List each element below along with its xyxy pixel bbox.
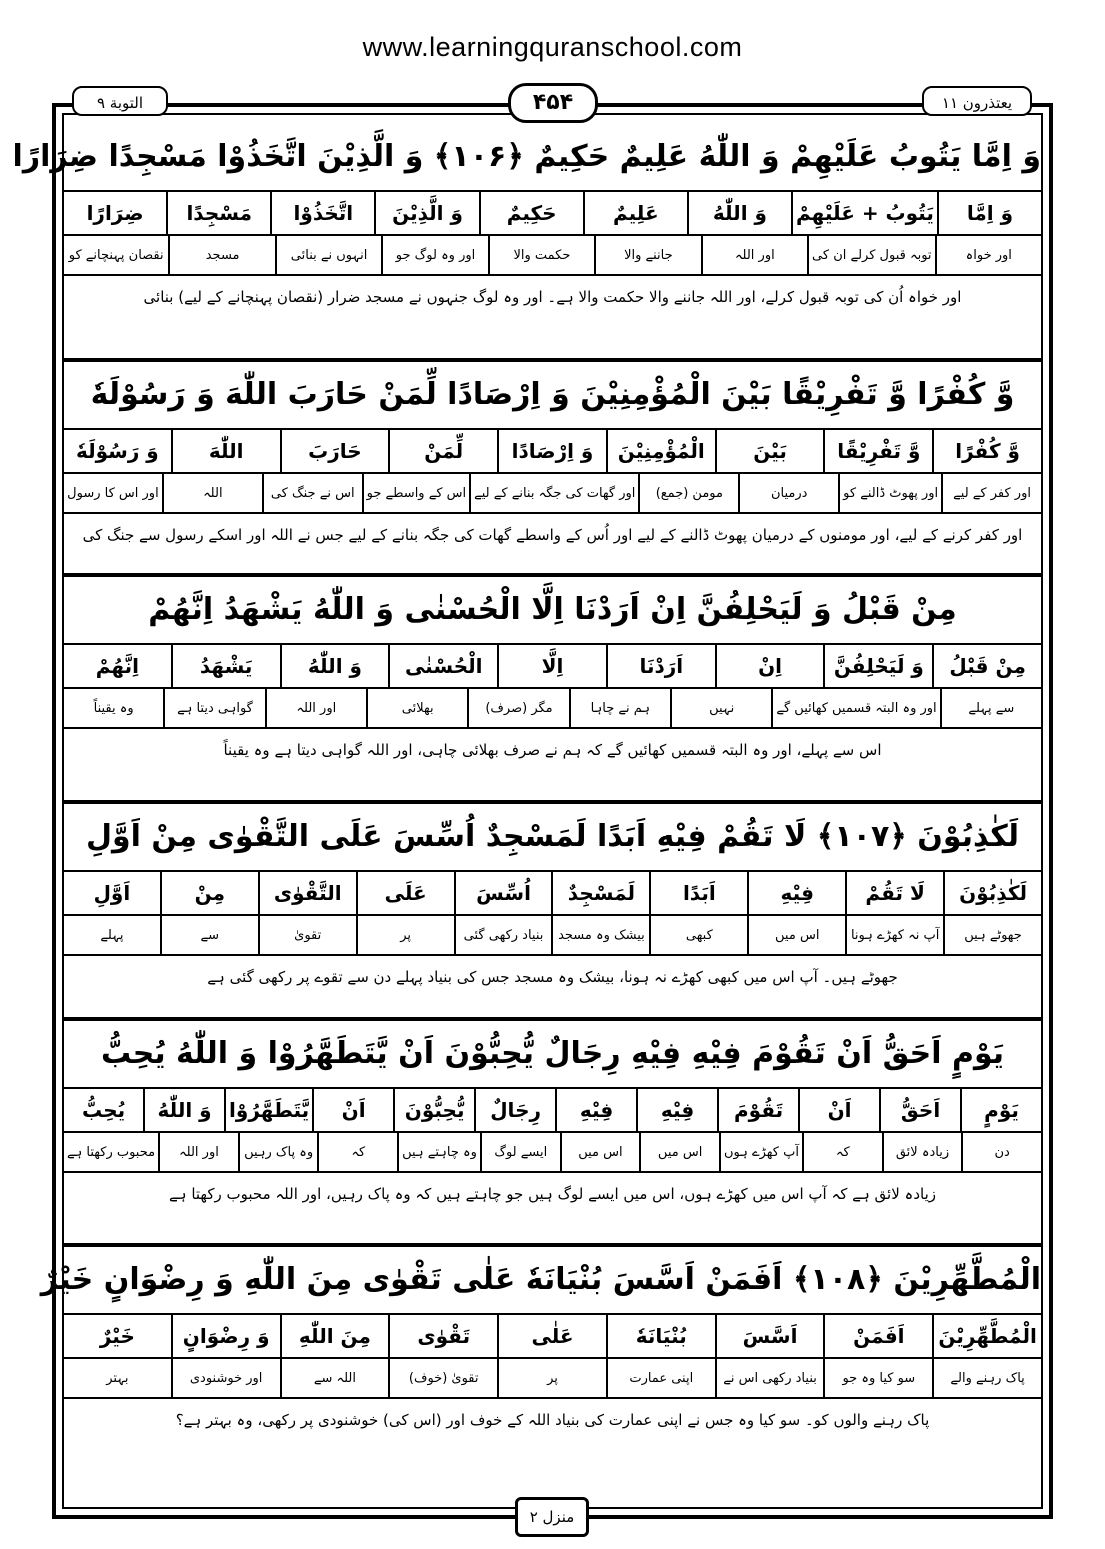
- urdu-meaning-cell: بنیاد رکھی گئی: [454, 916, 552, 954]
- meaning-row: [64, 1357, 1041, 1397]
- urdu-meaning-cell: بنیاد رکھی اس نے: [715, 1359, 824, 1397]
- urdu-meaning-cell: انہوں نے بنائی: [275, 236, 381, 274]
- urdu-meaning-cell: اس میں: [560, 1133, 640, 1171]
- arabic-word-cell: بَيْنَ: [715, 430, 824, 472]
- arabic-word-cell: لَمَسْجِدٌ: [551, 872, 649, 914]
- urdu-meaning-cell: ہم نے چاہا: [569, 689, 670, 727]
- arabic-word-cell: بُنْيَانَهٗ: [606, 1315, 715, 1357]
- arabic-word-cell: تَقُوْمَ: [717, 1089, 798, 1131]
- urdu-meaning-cell: اور اس کا رسول: [67, 485, 159, 501]
- site-url: www.learningquranschool.com: [362, 32, 743, 62]
- arabic-word-cell: وَ رِضْوَانٍ: [171, 1315, 280, 1357]
- arabic-word-cell: ضِرَارًا: [86, 201, 144, 225]
- urdu-meaning-cell: پر: [497, 1359, 606, 1397]
- arabic-word-cell: وَ اِمَّا: [937, 192, 1041, 234]
- verse-section: [64, 800, 1041, 998]
- urdu-meaning-cell: پاک رہنے والے: [932, 1359, 1041, 1397]
- urdu-meaning-cell: نقصان پہنچانے کو: [68, 247, 164, 263]
- urdu-meaning-cell: کہ: [317, 1133, 397, 1171]
- urdu-meaning-cell: پر: [356, 916, 454, 954]
- arabic-word-cell: مِنْ قَبْلُ: [932, 645, 1041, 687]
- arabic-word-cell: حَارَبَ: [280, 430, 389, 472]
- arabic-word-cell: الْمُؤْمِنِيْنَ: [606, 430, 715, 472]
- arabic-word-cell: وَ لَيَحْلِفُنَّ: [823, 645, 932, 687]
- word-row: [64, 428, 1041, 472]
- arabic-word-cell: يَّتَطَهَّرُوْا: [224, 1089, 312, 1131]
- arabic-word-cell: اَرَدْنَا: [606, 645, 715, 687]
- urdu-meaning-cell: آپ کھڑے ہوں: [719, 1133, 802, 1171]
- urdu-meaning-cell: وہ پاک رہیں: [238, 1133, 318, 1171]
- urdu-meaning-cell: ایسے لوگ: [480, 1133, 560, 1171]
- manzil-label: منزل ۲: [515, 1497, 589, 1537]
- arabic-word-cell: اَبَدًا: [649, 872, 747, 914]
- word-row: [64, 1087, 1041, 1131]
- urdu-translation-line: زیادہ لائق ہے کہ آپ اس میں کھڑے ہوں، اس میں ایسے لوگ ہیں جو چاہتے ہیں کہ وہ پاک رہیں، اور اللہ محبوب رکھتا ہے: [64, 1171, 1041, 1215]
- arabic-word-cell: اَسَّسَ: [715, 1315, 824, 1357]
- urdu-translation-line: جھوٹے ہیں۔ آپ اس میں کبھی کھڑے نہ ہونا، بیشک وہ مسجد جس کی بنیاد پہلے دن سے تقوے پر رکھی گئی ہے: [64, 954, 1041, 998]
- urdu-meaning-cell: اس میں: [747, 916, 845, 954]
- urdu-meaning-cell: سے: [160, 916, 258, 954]
- urdu-meaning-cell: اللہ: [162, 474, 262, 512]
- urdu-meaning-cell: اور وہ البتہ قسمیں کھائیں گے: [771, 689, 939, 727]
- urdu-meaning-cell: درمیان: [738, 474, 838, 512]
- arabic-word-cell: وَ الَّذِيْنَ: [374, 192, 478, 234]
- urdu-meaning-cell: اور خوشنودی: [171, 1359, 280, 1397]
- meaning-row: [64, 914, 1041, 954]
- meaning-row: [64, 472, 1041, 512]
- arabic-word-cell: عَلٰى: [497, 1315, 606, 1357]
- urdu-meaning-cell: اللہ سے: [280, 1359, 389, 1397]
- arabic-word-cell: وَ اِرْصَادًا: [497, 430, 606, 472]
- urdu-meaning-cell: جاننے والا: [594, 236, 700, 274]
- urdu-meaning-cell: زیادہ لائق: [882, 1133, 962, 1171]
- arabic-word-cell: الْحُسْنٰى: [388, 645, 497, 687]
- arabic-verse-line: وَ اِمَّا يَتُوبُ عَلَيْهِمْ وَ اللّٰهُ عَلِيمٌ حَكِيمٌ ﴿۱۰۶﴾ وَ الَّذِيْنَ اتَّخَذُوْا مَسْجِدًا ضِرَارًا: [12, 139, 1041, 174]
- verse-section: [40, 1243, 1041, 1441]
- arabic-word-cell: فِيْهِ: [555, 1089, 636, 1131]
- arabic-verse-line: مِنْ قَبْلُ وَ لَيَحْلِفُنَّ اِنْ اَرَدْنَا اِلَّا الْحُسْنٰى وَ اللّٰهُ يَشْهَدُ اِنَّهُمْ: [148, 592, 957, 627]
- arabic-word-cell: التَّقْوٰى: [258, 872, 356, 914]
- urdu-meaning-cell: اور اللہ: [701, 236, 807, 274]
- word-row: [64, 1313, 1041, 1357]
- arabic-word-cell: حَكِيمٌ: [479, 192, 583, 234]
- urdu-meaning-cell: اس میں: [639, 1133, 719, 1171]
- arabic-verse-line: يَوْمٍ اَحَقُّ اَنْ تَقُوْمَ فِيْهِ فِيْهِ رِجَالٌ يُّحِبُّوْنَ اَنْ يَّتَطَهَّرُوْا وَ اللّٰهُ يُحِبُّ: [100, 1036, 1005, 1071]
- arabic-word-cell: وَّ كُفْرًا: [932, 430, 1041, 472]
- arabic-word-cell: تَقْوٰى: [388, 1315, 497, 1357]
- meaning-row: [64, 1131, 1041, 1171]
- urdu-meaning-cell: پہلے: [100, 927, 124, 943]
- urdu-meaning-cell: بہتر: [106, 1370, 129, 1386]
- arabic-word-cell: اِنَّهُمْ: [95, 654, 139, 678]
- word-row: [64, 870, 1041, 914]
- urdu-meaning-cell: اور خواہ: [935, 236, 1041, 274]
- urdu-meaning-cell: اور وہ لوگ جو: [381, 236, 487, 274]
- urdu-meaning-cell: کبھی: [649, 916, 747, 954]
- urdu-meaning-cell: وہ چاہتے ہیں: [397, 1133, 480, 1171]
- arabic-word-cell: اُسِّسَ: [454, 872, 552, 914]
- word-row: [64, 190, 1041, 234]
- urdu-meaning-cell: جھوٹے ہیں: [943, 916, 1041, 954]
- arabic-word-cell: وَ اللّٰهُ: [143, 1089, 224, 1131]
- juz-label: یعتذرون ۱۱: [922, 86, 1032, 116]
- arabic-word-cell: يَشْهَدُ: [171, 645, 280, 687]
- arabic-word-cell: اِلَّا: [497, 645, 606, 687]
- verse-section: [12, 124, 1041, 318]
- urdu-meaning-cell: اور اللہ: [265, 689, 366, 727]
- urdu-meaning-cell: اور پھوٹ ڈالنے کو: [838, 474, 941, 512]
- arabic-word-cell: وَّ تَفْرِيْقًا: [823, 430, 932, 472]
- urdu-meaning-cell: وہ یقیناً: [93, 700, 134, 716]
- urdu-meaning-cell: تقویٰ: [258, 916, 356, 954]
- arabic-verse-line: وَّ كُفْرًا وَّ تَفْرِيْقًا بَيْنَ الْمُؤْمِنِيْنَ وَ اِرْصَادًا لِّمَنْ حَارَبَ اللّٰهَ وَ رَسُوْلَهٗ: [90, 377, 1015, 412]
- arabic-word-cell: يَوْمٍ: [960, 1089, 1041, 1131]
- arabic-word-cell: اَنْ: [798, 1089, 879, 1131]
- arabic-word-cell: وَ اللّٰهُ: [687, 192, 791, 234]
- urdu-meaning-cell: کہ: [802, 1133, 882, 1171]
- arabic-word-cell: لَكٰذِبُوْنَ: [943, 872, 1041, 914]
- urdu-meaning-cell: بیشک وہ مسجد: [551, 916, 649, 954]
- arabic-word-cell: لِّمَنْ: [388, 430, 497, 472]
- arabic-word-cell: اللّٰهَ: [171, 430, 280, 472]
- arabic-word-cell: لَا تَقُمْ: [845, 872, 943, 914]
- arabic-word-cell: مِنْ: [160, 872, 258, 914]
- arabic-word-cell: عَلَى: [356, 872, 454, 914]
- page-number: ۴۵۴: [508, 83, 598, 123]
- arabic-word-cell: وَ رَسُوْلَهٗ: [75, 439, 159, 463]
- urdu-meaning-cell: اور اللہ: [158, 1133, 238, 1171]
- arabic-word-cell: عَلِيمٌ: [583, 192, 687, 234]
- urdu-meaning-cell: سے پہلے: [940, 689, 1041, 727]
- verse-section: [64, 358, 1041, 556]
- urdu-meaning-cell: مومن (جمع): [638, 474, 738, 512]
- arabic-word-cell: اَحَقُّ: [879, 1089, 960, 1131]
- urdu-meaning-cell: مسجد: [168, 236, 274, 274]
- urdu-meaning-cell: دن: [961, 1133, 1041, 1171]
- arabic-word-cell: يُّحِبُّوْنَ: [393, 1089, 474, 1131]
- urdu-meaning-cell: گواہی دیتا ہے: [163, 689, 264, 727]
- arabic-verse-line: الْمُطَّهِّرِيْنَ ﴿۱۰۸﴾ اَفَمَنْ اَسَّسَ بُنْيَانَهٗ عَلٰى تَقْوٰى مِنَ اللّٰهِ وَ رِضْوَانٍ خَيْرٌ: [40, 1262, 1041, 1297]
- urdu-translation-line: اور کفر کرنے کے لیے، اور مومنوں کے درمیان پھوٹ ڈالنے کے لیے اور اُس کے واسطے گھات کی جگہ بنانے کے لیے جس نے اللہ اور اسکے رسول سے جنگ کی: [64, 512, 1041, 556]
- arabic-word-cell: يَتُوبُ + عَلَيْهِمْ: [791, 192, 937, 234]
- urdu-meaning-cell: اور کفر کے لیے: [941, 474, 1041, 512]
- urdu-meaning-cell: بھلائی: [366, 689, 467, 727]
- urdu-meaning-cell: اس نے جنگ کی: [262, 474, 362, 512]
- arabic-word-cell: فِيْهِ: [747, 872, 845, 914]
- arabic-word-cell: مَسْجِدًا: [166, 192, 270, 234]
- surah-label: التوبة ۹: [72, 86, 168, 116]
- verse-section: [64, 573, 1041, 771]
- arabic-word-cell: مِنَ اللّٰهِ: [280, 1315, 389, 1357]
- arabic-word-cell: فِيْهِ: [636, 1089, 717, 1131]
- arabic-word-cell: الْمُطَّهِّرِيْنَ: [932, 1315, 1041, 1357]
- word-row: [64, 643, 1041, 687]
- arabic-word-cell: اَفَمَنْ: [823, 1315, 932, 1357]
- urdu-meaning-cell: توبہ قبول کرلے ان کی: [807, 236, 935, 274]
- arabic-word-cell: اَوَّلِ: [93, 881, 131, 905]
- arabic-word-cell: يُحِبُّ: [82, 1098, 126, 1122]
- urdu-meaning-cell: سو کیا وہ جو: [823, 1359, 932, 1397]
- arabic-word-cell: خَيْرٌ: [99, 1324, 135, 1348]
- verse-section: [64, 1017, 1041, 1215]
- urdu-meaning-cell: نہیں: [670, 689, 771, 727]
- arabic-word-cell: اَنْ: [312, 1089, 393, 1131]
- urdu-meaning-cell: آپ نہ کھڑے ہونا: [845, 916, 943, 954]
- urdu-translation-line: اور خواہ اُن کی توبہ قبول کرلے، اور اللہ جاننے والا حکمت والا ہے۔ اور وہ لوگ جنہوں نے مسجد ضرار (نقصان پہنچانے کے لیے) بنائی: [64, 274, 1041, 318]
- arabic-word-cell: رِجَالٌ: [474, 1089, 555, 1131]
- urdu-meaning-cell: تقویٰ (خوف): [388, 1359, 497, 1397]
- urdu-meaning-cell: مگر (صرف): [467, 689, 568, 727]
- urdu-translation-line: پاک رہنے والوں کو۔ سو کیا وہ جس نے اپنی عمارت کی بنیاد اللہ کے خوف اور (اس کی) خوشنودی پر رکھی، وہ بہتر ہے؟: [64, 1397, 1041, 1441]
- urdu-meaning-cell: اس کے واسطے جو: [362, 474, 470, 512]
- arabic-word-cell: اِنْ: [715, 645, 824, 687]
- urdu-meaning-cell: اپنی عمارت: [606, 1359, 715, 1397]
- arabic-verse-line: لَكٰذِبُوْنَ ﴿۱۰۷﴾ لَا تَقُمْ فِيْهِ اَبَدًا لَمَسْجِدٌ اُسِّسَ عَلَى التَّقْوٰى مِنْ اَوَّلِ: [85, 819, 1020, 854]
- arabic-word-cell: اتَّخَذُوْا: [270, 192, 374, 234]
- urdu-meaning-cell: اور گھات کی جگہ بنانے کے لیے: [469, 474, 638, 512]
- meaning-row: [64, 687, 1041, 727]
- urdu-meaning-cell: محبوب رکھتا ہے: [67, 1144, 156, 1160]
- meaning-row: [64, 234, 1041, 274]
- arabic-word-cell: وَ اللّٰهُ: [280, 645, 389, 687]
- urdu-translation-line: اس سے پہلے، اور وہ البتہ قسمیں کھائیں گے کہ ہم نے صرف بھلائی چاہی، اور اللہ گواہی دیتا ہے وہ یقیناً: [64, 727, 1041, 771]
- urdu-meaning-cell: حکمت والا: [488, 236, 594, 274]
